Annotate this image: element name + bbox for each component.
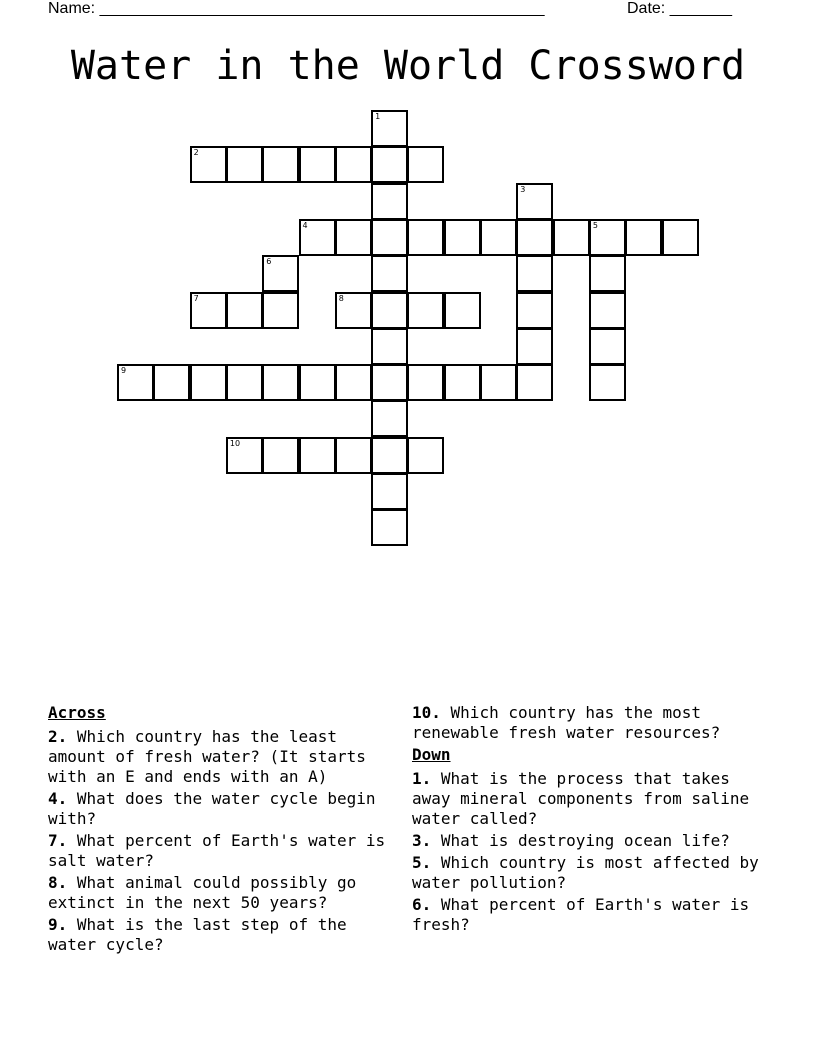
grid-cell[interactable]: [371, 473, 408, 510]
grid-cell[interactable]: [262, 146, 299, 183]
grid-cell[interactable]: [589, 219, 626, 256]
clue-text: What is the process that takes away mineral components from saline water called?: [412, 769, 750, 828]
grid-cell[interactable]: [589, 364, 626, 401]
clue-number: 10.: [412, 703, 441, 722]
clue-item: [48, 727, 398, 787]
clue-text: Which country has the least amount of fresh water? (It starts with an E and ends with an A): [48, 727, 366, 786]
clue-item: [412, 831, 772, 851]
clue-text: What is the last step of the water cycle?: [48, 915, 347, 954]
grid-cell[interactable]: [407, 219, 444, 256]
grid-cell[interactable]: [335, 364, 372, 401]
date-blank: _______: [669, 0, 732, 17]
cell-number: 8: [338, 293, 344, 303]
clue-number: 2.: [48, 727, 68, 746]
grid-cell[interactable]: [299, 364, 336, 401]
clue-number: 9.: [48, 915, 68, 934]
grid-cell[interactable]: [407, 364, 444, 401]
grid-cell[interactable]: [516, 292, 553, 329]
grid-cell[interactable]: [335, 292, 372, 329]
clues-left-column: [48, 703, 398, 957]
grid-cell[interactable]: [371, 110, 408, 147]
grid-cell[interactable]: [480, 219, 517, 256]
grid-cell[interactable]: [190, 146, 227, 183]
grid-cell[interactable]: [371, 509, 408, 546]
clue-number: 3.: [412, 831, 432, 850]
grid-cell[interactable]: [589, 292, 626, 329]
clue-text: What percent of Earth's water is fresh?: [412, 895, 750, 934]
grid-cell[interactable]: [516, 183, 553, 220]
cell-number: 7: [193, 293, 199, 303]
grid-cell[interactable]: [553, 219, 590, 256]
clue-number: 6.: [412, 895, 432, 914]
clue-text: What is destroying ocean life?: [431, 831, 730, 850]
across-heading: Across: [48, 703, 106, 722]
page-title: Water in the World Crossword: [70, 43, 746, 89]
grid-cell[interactable]: [371, 219, 408, 256]
grid-cell[interactable]: [226, 292, 263, 329]
grid-cell[interactable]: [371, 255, 408, 292]
grid-cell[interactable]: [299, 146, 336, 183]
grid-cell[interactable]: [371, 400, 408, 437]
clue-text: Which country is most affected by water pollution?: [412, 853, 759, 892]
clue-item: [412, 769, 772, 829]
grid-cell[interactable]: [407, 437, 444, 474]
grid-cell[interactable]: [335, 146, 372, 183]
grid-cell[interactable]: [444, 364, 481, 401]
clues-right-column: [412, 703, 772, 937]
clue-item: [48, 873, 398, 913]
cell-number: 9: [121, 366, 127, 376]
grid-cell[interactable]: [262, 364, 299, 401]
clue-item: [412, 895, 772, 935]
name-blank: __________________________________________________: [99, 0, 545, 17]
grid-cell[interactable]: [516, 219, 553, 256]
down-heading: Down: [412, 745, 451, 764]
grid-cell[interactable]: [480, 364, 517, 401]
grid-cell[interactable]: [153, 364, 190, 401]
grid-cell[interactable]: [190, 292, 227, 329]
grid-cell[interactable]: [299, 219, 336, 256]
grid-cell[interactable]: [371, 292, 408, 329]
grid-cell[interactable]: [335, 437, 372, 474]
grid-cell[interactable]: [299, 437, 336, 474]
clue-number: 5.: [412, 853, 432, 872]
clue-item: [48, 915, 398, 955]
grid-cell[interactable]: [371, 364, 408, 401]
cell-number: 5: [592, 220, 598, 230]
clue-number: 8.: [48, 873, 68, 892]
clue-text: Which country has the most renewable fresh water resources?: [412, 703, 721, 742]
cell-number: 6: [266, 257, 272, 267]
grid-cell[interactable]: [226, 364, 263, 401]
grid-cell[interactable]: [589, 255, 626, 292]
clue-number: 7.: [48, 831, 68, 850]
date-label: Date:: [627, 0, 670, 17]
grid-cell[interactable]: [516, 328, 553, 365]
grid-cell[interactable]: [407, 146, 444, 183]
clue-text: What does the water cycle begin with?: [48, 789, 376, 828]
grid-cell[interactable]: [589, 328, 626, 365]
grid-cell[interactable]: [516, 255, 553, 292]
grid-cell[interactable]: [262, 292, 299, 329]
grid-cell[interactable]: [226, 146, 263, 183]
grid-cell[interactable]: [444, 292, 481, 329]
grid-cell[interactable]: [407, 292, 444, 329]
cell-number: 2: [193, 148, 199, 158]
name-label: Name:: [48, 0, 100, 17]
clue-item: [412, 703, 772, 743]
grid-cell[interactable]: [371, 437, 408, 474]
cell-number: 3: [520, 184, 526, 194]
grid-cell[interactable]: [226, 437, 263, 474]
clue-item: [48, 831, 398, 871]
grid-cell[interactable]: [262, 255, 299, 292]
grid-cell[interactable]: [625, 219, 662, 256]
grid-cell[interactable]: [371, 183, 408, 220]
clue-item: [412, 853, 772, 893]
grid-cell[interactable]: [190, 364, 227, 401]
grid-cell[interactable]: [516, 364, 553, 401]
cell-number: 10: [229, 438, 241, 448]
clue-text: What animal could possibly go extinct in the next 50 years?: [48, 873, 357, 912]
clue-number: 1.: [412, 769, 432, 788]
clue-item: [48, 789, 398, 829]
grid-cell[interactable]: [262, 437, 299, 474]
grid-cell[interactable]: [371, 328, 408, 365]
grid-cell[interactable]: [444, 219, 481, 256]
cell-number: 1: [375, 112, 381, 121]
grid-cell[interactable]: [662, 219, 699, 256]
cell-number: 4: [302, 220, 308, 230]
grid-cell[interactable]: [335, 219, 372, 256]
clue-text: What percent of Earth's water is salt water?: [48, 831, 386, 870]
clue-number: 4.: [48, 789, 68, 808]
grid-cell[interactable]: [371, 146, 408, 183]
grid-cell[interactable]: [117, 364, 154, 401]
